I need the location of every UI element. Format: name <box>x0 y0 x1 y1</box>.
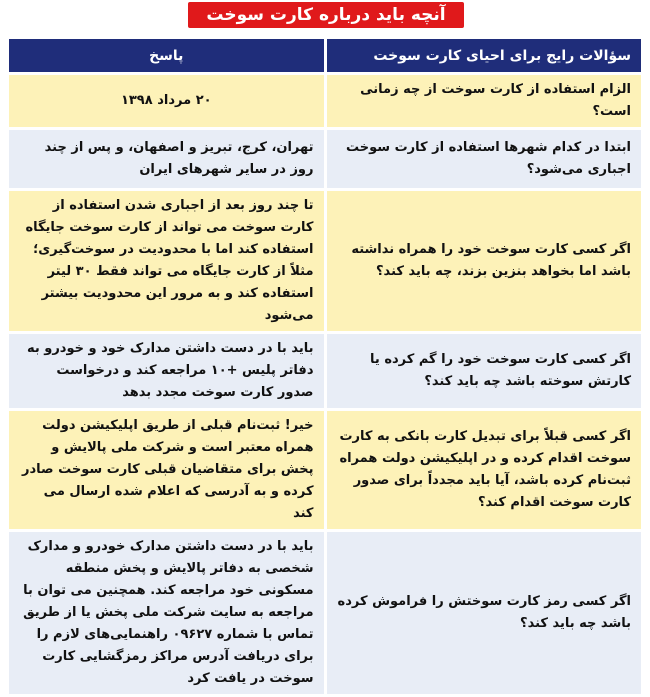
header-question: سؤالات رایج برای احیای کارت سوخت <box>327 39 642 72</box>
answer-cell: تا چند روز بعد از اجباری شدن استفاده از کارت سوخت می‌ تواند از کارت سوخت جایگاه استفاده کند اما با محدودیت در سوخت‌گیری؛ مثلاً از کارت جایگاه می‌ تواند فقط ۳۰ لیتر استفاده کند و به مرور این محدودیت بیشتر می‌شود <box>9 191 324 331</box>
question-cell: اگر کسی کارت سوخت خود را گم کرده یا کارتش سوخته باشد چه باید کند؟ <box>327 334 642 408</box>
answer-cell: خیر! ثبت‌نام قبلی از طریق اپلیکیشن دولت همراه معتبر است و شرکت ملی پالایش و پخش برای متقاضیان قبلی کارت سوخت صادر کرده و به آدرسی که اعلام شده ارسال می‌ کند <box>9 411 324 529</box>
table-row <box>9 75 641 127</box>
question-cell: اگر کسی قبلاً برای تبدیل کارت بانکی به کارت سوخت اقدام کرده و در اپلیکیشن دولت همراه ثبت‌نام کرده باشد، آیا باید مجدداً برای صدور کارت سوخت اقدام کند؟ <box>327 411 642 529</box>
question-cell: ابتدا در کدام شهرها استفاده از کارت سوخت اجباری می‌شود؟ <box>327 130 642 188</box>
question-cell: الزام استفاده از کارت سوخت از چه زمانی است؟ <box>327 75 642 127</box>
title-bar <box>0 0 650 30</box>
answer-cell: ۲۰ مرداد ۱۳۹۸ <box>9 75 324 127</box>
answer-cell: تهران، کرج، تبریز و اصفهان، و پس از چند روز در سایر شهرهای ایران <box>9 130 324 188</box>
table-row <box>9 532 641 694</box>
table-row <box>9 191 641 331</box>
answer-cell: باید با در دست داشتن مدارک خود و خودرو به دفاتر پلیس +۱۰ مراجعه کند و درخواست صدور کارت سوخت مجدد بدهد <box>9 334 324 408</box>
question-cell: اگر کسی کارت سوخت خود را همراه نداشته باشد اما بخواهد بنزین بزند، چه باید کند؟ <box>327 191 642 331</box>
table-header-row <box>9 39 641 72</box>
table-row <box>9 334 641 408</box>
table-row <box>9 411 641 529</box>
question-cell: اگر کسی رمز کارت سوختش را فراموش کرده باشد چه باید کند؟ <box>327 532 642 694</box>
table-row <box>9 130 641 188</box>
page-title: آنچه باید درباره کارت سوخت <box>188 2 464 28</box>
header-answer: پاسخ <box>9 39 324 72</box>
answer-cell: باید با در دست داشتن مدارک خودرو و مدارک شخصی به دفاتر پالایش و پخش منطقه مسکونی خود مراجعه کند. همچنین می‌ توان با مراجعه به سایت شرکت ملی پخش یا از طریق تماس با شماره ۰۹۶۲۷ راهنمایی‌های لازم را برای دریافت آدرس مراکز رمزگشایی کارت سوخت در یافت کرد <box>9 532 324 694</box>
faq-table <box>6 36 644 697</box>
